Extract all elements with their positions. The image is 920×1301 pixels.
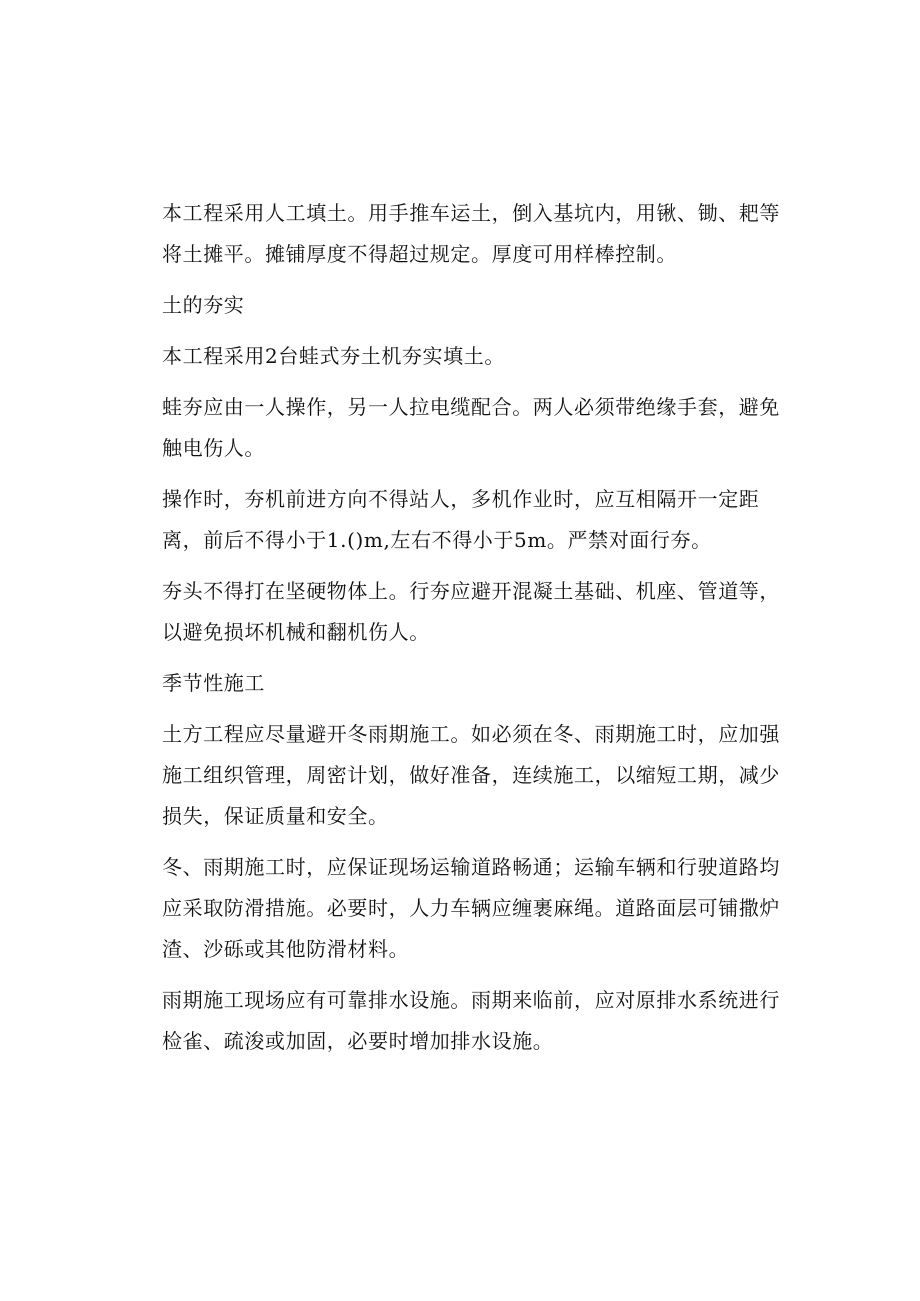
document-body xyxy=(162,193,782,1072)
paragraph-operator-safety: 蛙夯应由一人操作，另一人拉电缆配合。两人必须带绝缘手套，避免触电伤人。 xyxy=(162,395,780,460)
section-heading-seasonal: 季节性施工 xyxy=(162,671,265,695)
paragraph-compactor-count: 本工程采用2台蛙式夯土机夯实填土。 xyxy=(162,344,505,368)
paragraph-drainage: 雨期施工现场应有可靠排水设施。雨期来临前，应对原排水系统进行检雀、疏浚或加固，必要时增加排水设施。 xyxy=(162,988,780,1053)
paragraph-road-antislip: 冬、雨期施工时，应保证现场运输道路畅通；运输车辆和行驶道路均应采取防滑措施。必要时，人力车辆应缠裹麻绳。道路面层可铺撒炉渣、沙砾或其他防滑材料。 xyxy=(162,855,780,961)
paragraph-spacing-rules: 操作时，夯机前进方向不得站人，多机作业时，应互相隔开一定距离，前后不得小于1.()m,左右不得小于5m。严禁对面行夯。 xyxy=(162,487,760,552)
paragraph-manual-filling: 本工程采用人工填土。用手推车运土，倒入基坑内，用锹、锄、耙等将土摊平。摊铺厚度不得超过规定。厚度可用样棒控制。 xyxy=(162,201,780,266)
section-heading-compaction: 土的夯实 xyxy=(162,293,245,317)
paragraph-avoid-hard-objects: 夯头不得打在坚硬物体上。行夯应避开混凝土基础、机座、管道等，以避免损坏机械和翻机伤人。 xyxy=(162,579,780,644)
paragraph-avoid-winter-rain: 土方工程应尽量避开冬雨期施工。如必须在冬、雨期施工时，应加强施工组织管理，周密计划，做好准备，连续施工，以缩短工期，减少损失，保证质量和安全。 xyxy=(162,722,780,828)
